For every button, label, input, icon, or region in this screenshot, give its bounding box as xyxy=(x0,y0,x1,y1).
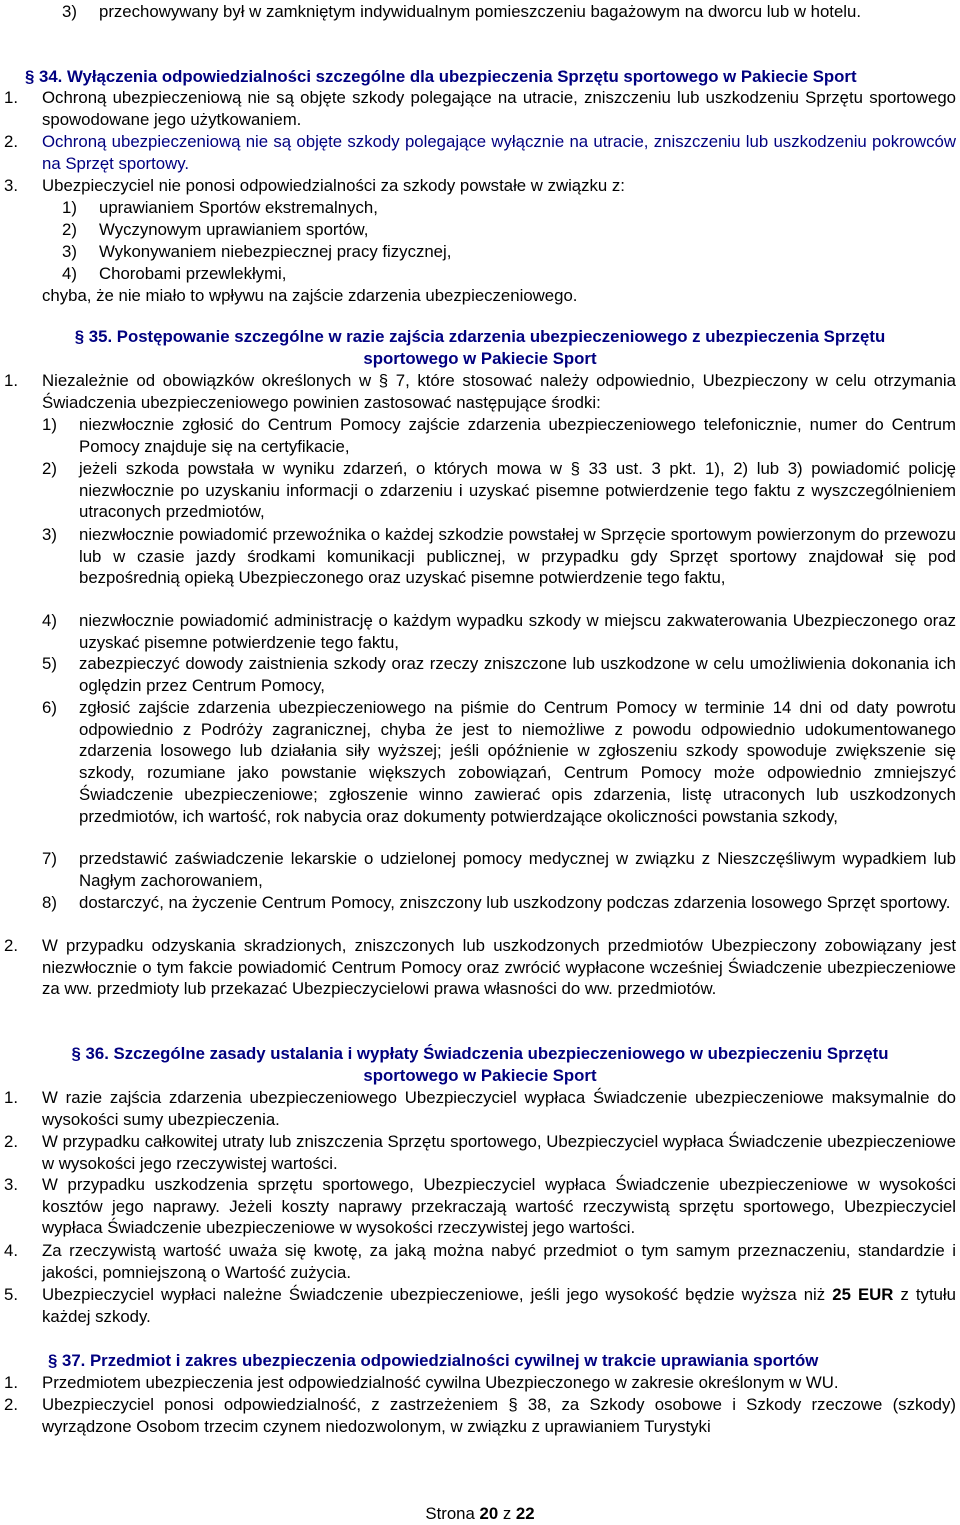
list-number: 3) xyxy=(62,2,77,21)
list-number: 3) xyxy=(62,242,77,261)
section-number: § 34. xyxy=(25,67,63,86)
paragraph-number: 5. xyxy=(4,1285,18,1304)
paragraph-text: Przedmiotem ubezpieczenia jest odpowiedzialność cywilna Ubezpieczonego w zakresie określonym w WU. xyxy=(42,1373,839,1392)
paragraph-number: 3. xyxy=(4,1175,18,1194)
list-item-text: zabezpieczyć dowody zaistnienia szkody oraz rzeczy zniszczone lub uszkodzone w celu umożliwienia dokonania ich oględzin przez Centrum Pomocy, xyxy=(79,654,956,695)
list-item-text: zgłosić zajście zdarzenia ubezpieczeniowego na piśmie do Centrum Pomocy w terminie 14 dni od daty powrotu odpowiednio z Podróży zagranicznej, chyba że jest to niemożliwe z powodu odpowiednio udokumentowanego zdarzenia losowego lub działania siły wyższej; jeśli opóźnienie w zgłoszeniu szkody spowoduje zwiększenie się szkody, rozumiane jako powstanie większych zobowiązań, Centrum Pomocy może odpowiednio zmniejszyć Świadczenie ubezpieczeniowe; zgłoszenie winno zawierać opis zdarzenia, listę utraconych lub uszkodzonych przedmiotów, ich wartość, rok nabycia oraz dokumenty potwierdzające okoliczności powstania szkody, xyxy=(79,698,956,826)
paragraph-number: 4. xyxy=(4,1241,18,1260)
paragraph-text: Niezależnie od obowiązków określonych w § 7, które stosować należy odpowiednio, Ubezpieczony w celu otrzymania Świadczenia ubezpieczeniowego powinien zastosować następujące środki: xyxy=(42,371,956,412)
paragraph-text-start: Ubezpieczyciel wypłaci należne Świadczenie ubezpieczeniowe, jeśli jego wysokość będzie wyższa niż xyxy=(42,1285,833,1304)
section-37-title: § 37. Przedmiot i zakres ubezpieczenia odpowiedzialności cywilnej w trakcie uprawiania sportów xyxy=(48,1351,819,1370)
page-label: Strona xyxy=(425,1503,480,1523)
section-35-title-line-1: § 35. Postępowanie szczególne w razie zajścia zdarzenia ubezpieczeniowego z ubezpieczenia Sprzętu xyxy=(74,327,886,346)
paragraph-number: 1. xyxy=(4,371,18,390)
paragraph-number: 1. xyxy=(4,1088,18,1107)
paragraph-text: Ubezpieczyciel nie ponosi odpowiedzialności za szkody powstałe w związku z: xyxy=(42,176,625,195)
section-35-title-line-2: sportowego w Pakiecie Sport xyxy=(363,349,597,368)
paragraph-number: 1. xyxy=(4,88,18,107)
list-number: 4) xyxy=(62,264,77,283)
list-number: 8) xyxy=(42,893,57,912)
paragraph-number: 2. xyxy=(4,1132,18,1151)
list-item-text: Wykonywaniem niebezpiecznej pracy fizycznej, xyxy=(99,242,452,261)
list-item-text: Chorobami przewlekłymi, xyxy=(99,264,287,283)
paragraph-text: Za rzeczywistą wartość uważa się kwotę, za jaką można nabyć przedmiot o tym samym przeznaczeniu, standardzie i jakości, pomniejszoną o Wartość zużycia. xyxy=(42,1241,956,1282)
paragraph-text: W przypadku uszkodzenia sprzętu sportowego, Ubezpieczyciel wypłaca Świadczenie ubezpieczeniowe w wysokości kosztów jego naprawy. Jeżeli koszty naprawy przekraczają wartość rzeczywistą sprzętu sportowego, Ubezpieczyciel wypłaca Świadczenie ubezpieczeniowe w wysokości rzeczywistej jego wartości. xyxy=(42,1175,956,1238)
paragraph-number: 2. xyxy=(4,1395,18,1414)
list-item-text: przedstawić zaświadczenie lekarskie o udzielonej pomocy medycznej w związku z Nieszczęśliwym wypadkiem lub Nagłym zachorowaniem, xyxy=(79,849,956,890)
paragraph-number: 1. xyxy=(4,1373,18,1392)
section-34-title xyxy=(8,66,960,88)
paragraph-text: W przypadku całkowitej utraty lub zniszczenia Sprzętu sportowego, Ubezpieczyciel wypłaca Świadczenie ubezpieczeniowe w wysokości jego rzeczywistej wartości. xyxy=(42,1132,956,1173)
list-item-text: niezwłocznie powiadomić administrację o każdym wypadku szkody w miejscu zakwaterowania Ubezpieczonego oraz uzyskać pisemne potwierdzenie tego faktu, xyxy=(79,611,956,652)
list-item-text: dostarczyć, na życzenie Centrum Pomocy, zniszczony lub uszkodzony podczas zdarzenia losowego Sprzęt sportowy. xyxy=(79,893,951,912)
list-number: 4) xyxy=(42,611,57,630)
list-item-text: Wyczynowym uprawianiem sportów, xyxy=(99,220,369,239)
list-number: 1) xyxy=(42,415,57,434)
paragraph-text: Ochroną ubezpieczeniową nie są objęte szkody polegające na utracie, zniszczeniu lub uszkodzeniu Sprzętu sportowego spowodowane jego użytkowaniem. xyxy=(42,88,956,129)
list-number: 1) xyxy=(62,198,77,217)
paragraph-text: W przypadku odzyskania skradzionych, zniszczonych lub uszkodzonych przedmiotów Ubezpieczony zobowiązany jest niezwłocznie o tym fakcie powiadomić Centrum Pomocy oraz zwrócić wypłacone wcześniej Świadczenie ubezpieczeniowe za ww. przedmioty lub przekazać Ubezpieczycielowi prawa własności do ww. przedmiotów. xyxy=(42,936,956,999)
list-number: 2) xyxy=(42,459,57,478)
page-separator: z xyxy=(498,1503,516,1523)
page-footer xyxy=(0,1503,960,1525)
paragraph-number: 2. xyxy=(4,132,18,151)
section-title-text: Wyłączenia odpowiedzialności szczególne dla ubezpieczenia Sprzętu sportowego w Pakiecie Sport xyxy=(67,67,857,86)
list-item-text: niezwłocznie powiadomić przewoźnika o każdej szkodzie powstałej w Sprzęcie sportowym powierzonym do przewozu lub w czasie jazdy środkami komunikacji publicznej, w przypadku gdy Sprzęt sportowy znajdował się pod bezpośrednią opieką Ubezpieczonego oraz uzyskać pisemne potwierdzenie tego faktu, xyxy=(79,525,956,588)
section-36-title-line-2: sportowego w Pakiecie Sport xyxy=(363,1066,597,1085)
list-item-text: jeżeli szkoda powstała w wyniku zdarzeń, o których mowa w § 33 ust. 3 pkt. 1), 2) lub 3) powiadomić policję niezwłocznie po uzyskaniu informacji o zdarzeniu i uzyskać pisemne potwierdzenie tego faktu z wyszczególnieniem utraconych przedmiotów, xyxy=(79,459,956,522)
list-number: 2) xyxy=(62,220,77,239)
section-36-title-line-1: § 36. Szczególne zasady ustalania i wypłaty Świadczenia ubezpieczeniowego w ubezpieczeniu Sprzętu xyxy=(71,1044,889,1063)
paragraph-number: 3. xyxy=(4,176,18,195)
list-item-text: niezwłocznie zgłosić do Centrum Pomocy zajście zdarzenia ubezpieczeniowego telefonicznie, numer do Centrum Pomocy znajduje się na certyfikacie, xyxy=(79,415,956,456)
paragraph-text: Ubezpieczyciel ponosi odpowiedzialność, z zastrzeżeniem § 38, za Szkody osobowe i Szkody rzeczowe (szkody) wyrządzone Osobom trzecim czynem niedozwolonym, w związku z uprawianiem Turystyki xyxy=(42,1395,956,1436)
paragraph-text: Ochroną ubezpieczeniową nie są objęte szkody polegające wyłącznie na utracie, zniszczeniu lub uszkodzeniu pokrowców na Sprzęt sportowy. xyxy=(42,132,956,173)
amount-value: 25 EUR xyxy=(832,1285,894,1304)
page-number: 20 xyxy=(479,1503,499,1523)
list-number: 5) xyxy=(42,654,57,673)
paragraph-text xyxy=(42,1284,956,1327)
paragraph-number: 2. xyxy=(4,936,18,955)
paragraph-text-end: z tytułu każdej szkody. xyxy=(42,1285,956,1326)
list-item-text: uprawianiem Sportów ekstremalnych, xyxy=(99,198,378,217)
paragraph-text: chyba, że nie miało to wpływu na zajście zdarzenia ubezpieczeniowego. xyxy=(42,286,578,305)
list-item-text: przechowywany był w zamkniętym indywidualnym pomieszczeniu bagażowym na dworcu lub w hotelu. xyxy=(99,2,862,21)
list-number: 3) xyxy=(42,525,57,544)
list-number: 6) xyxy=(42,698,57,717)
page-total: 22 xyxy=(515,1503,535,1523)
list-number: 7) xyxy=(42,849,57,868)
paragraph-text: W razie zajścia zdarzenia ubezpieczeniowego Ubezpieczyciel wypłaca Świadczenie ubezpieczeniowe maksymalnie do wysokości sumy ubezpieczenia. xyxy=(42,1088,956,1129)
